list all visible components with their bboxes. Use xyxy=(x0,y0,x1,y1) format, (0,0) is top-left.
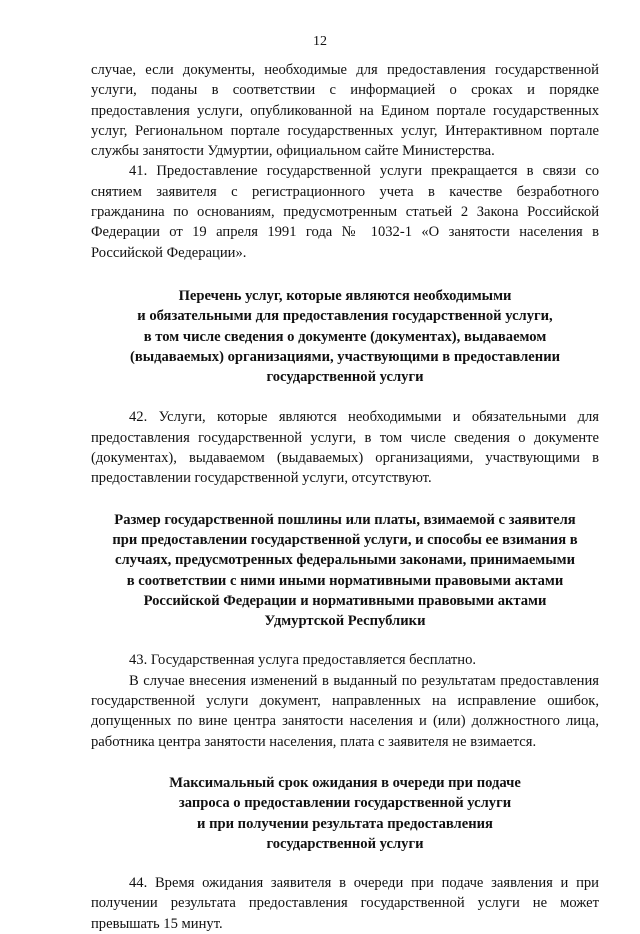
heading-line: в том числе сведения о документе (документах), выдаваемом xyxy=(143,328,547,345)
heading-line: Размер государственной пошлины или платы, взимаемой с заявителя xyxy=(114,511,576,528)
section-heading-required-services xyxy=(91,286,599,387)
heading-line: государственной услуги xyxy=(266,835,424,852)
heading-line: (выдаваемых) организациями, участвующими в предоставлении xyxy=(129,348,561,365)
heading-line: при предоставлении государственной услуги, и способы ее взимания в xyxy=(112,531,578,548)
paragraph-continuation: случае, если документы, необходимые для предоставления государственной услуги, поданы в соответствии с информацией о сроках и порядке предоставления услуги, опубликованной на Едином портале государственных услуг, Региональном портале государственных услуг, Интерактивном портале службы занятости Удмуртии, официальном сайте Министерства. xyxy=(91,62,599,160)
heading-line: запроса о предоставлении государственной услуги xyxy=(178,795,512,812)
document-body xyxy=(91,60,599,934)
paragraph-41: 41. Предоставление государственной услуги прекращается в связи со снятием заявителя с регистрационного учета в качестве безработного гражданина по основаниям, предусмотренным статьей 2 Закона Российской Федерации от 19 апреля 1991 года № 1032-1 «О занятости населения в Российской Федерации». xyxy=(91,163,599,261)
heading-line: Перечень услуг, которые являются необходимыми xyxy=(178,287,512,304)
paragraph-43: 43. Государственная услуга предоставляется бесплатно. xyxy=(129,652,477,669)
section-heading-queue-time xyxy=(91,773,599,854)
heading-line: и при получении результата предоставления xyxy=(197,815,493,832)
section-heading-state-fee xyxy=(91,510,599,632)
heading-line: в соответствии с ними иными нормативными правовыми актами xyxy=(126,572,564,589)
heading-line: государственной услуги xyxy=(266,369,424,386)
paragraph-42: 42. Услуги, которые являются необходимыми и обязательными для предоставления государственной услуги, в том числе сведения о документе (документах), выдаваемом (выдаваемых) организациями, участвующими в предоставлении государственной услуги, отсутствуют. xyxy=(91,409,599,487)
heading-line: Российской Федерации и нормативными правовыми актами xyxy=(143,592,547,609)
heading-line: и обязательными для предоставления государственной услуги, xyxy=(137,308,553,325)
paragraph-43-continuation: В случае внесения изменений в выданный по результатам предоставления государственной услуги документ, направленных на исправление ошибок, допущенных по вине центра занятости населения и (или) должностного лица, работника центра занятости населения, плата с заявителя не взимается. xyxy=(91,672,599,750)
heading-line: Удмуртской Республики xyxy=(264,613,426,630)
paragraph-44: 44. Время ожидания заявителя в очереди при подаче заявления и при получении результата предоставления государственной услуги не может превышать 15 минут. xyxy=(91,875,599,932)
page-number: 12 xyxy=(313,34,327,49)
heading-line: случаях, предусмотренных федеральными законами, принимаемыми xyxy=(114,552,575,569)
heading-line: Максимальный срок ожидания в очереди при подаче xyxy=(169,774,521,791)
